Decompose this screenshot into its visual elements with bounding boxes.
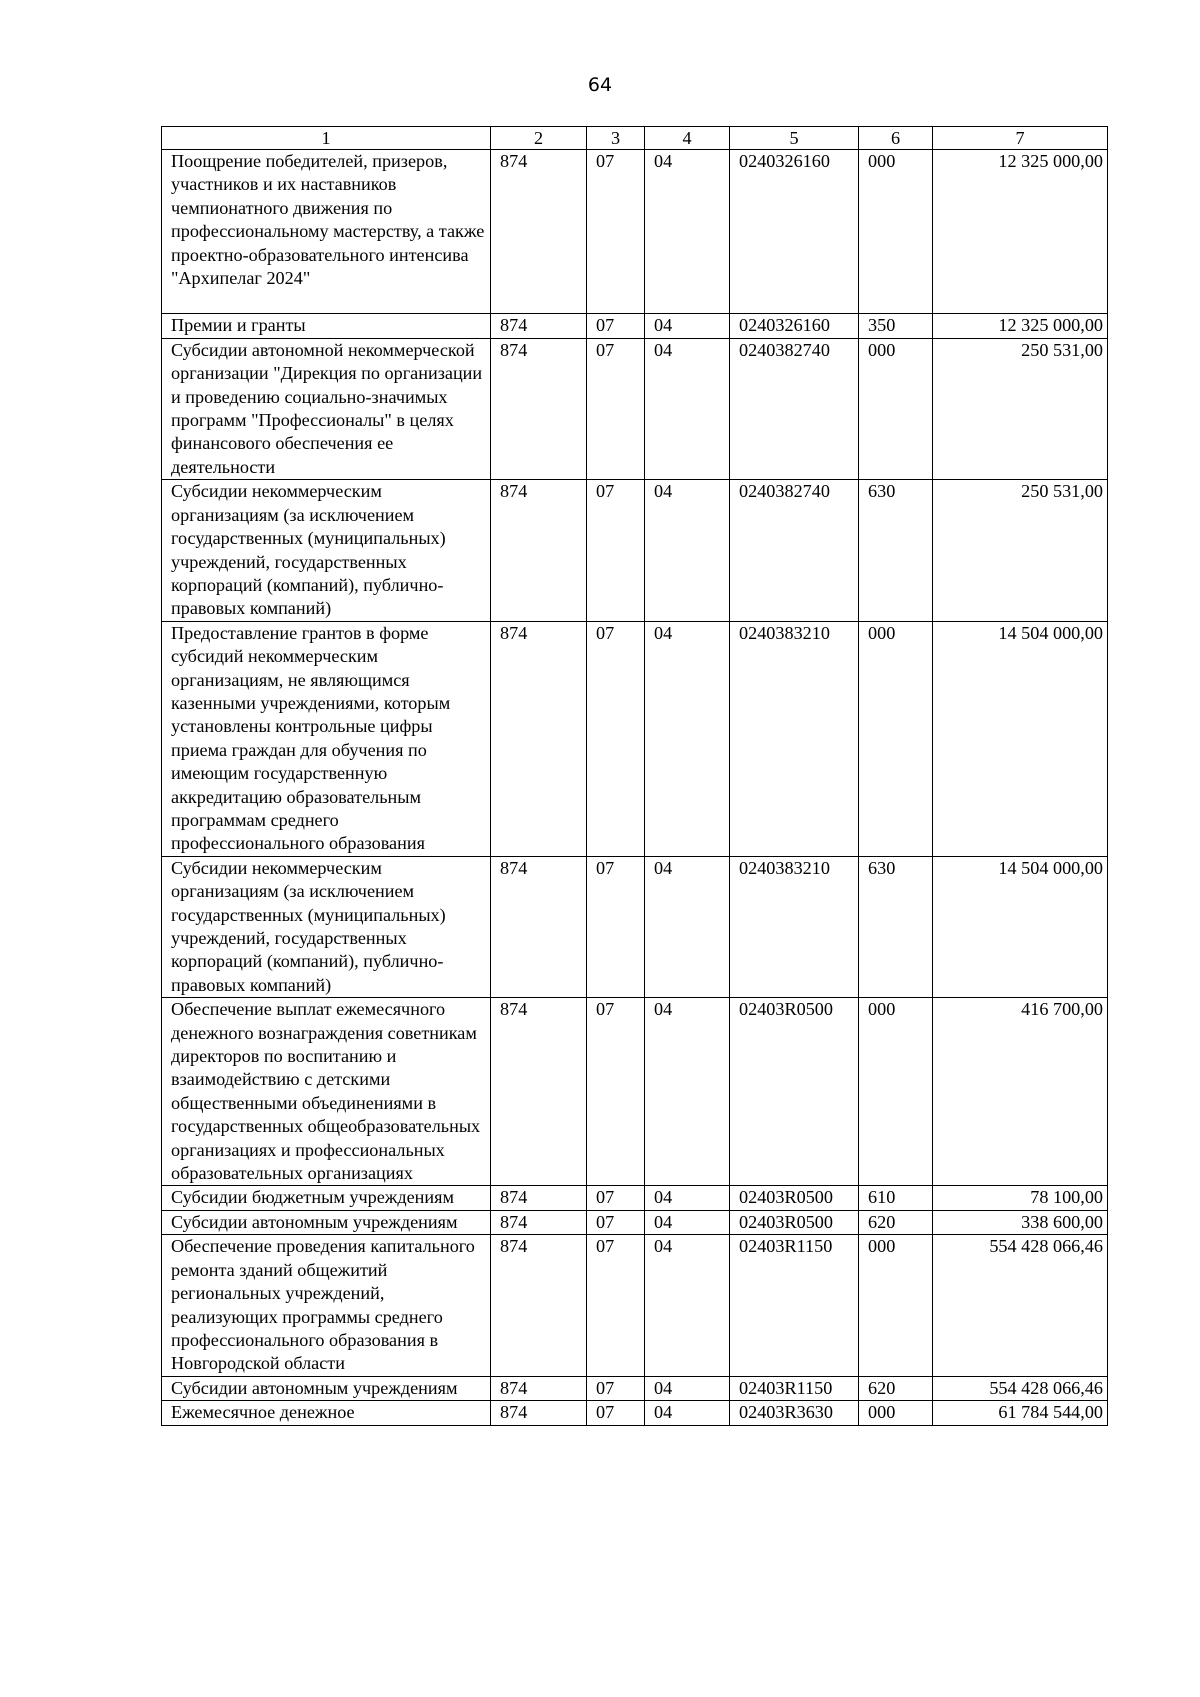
cell-section: [587, 338, 645, 479]
cell-amount: [933, 1210, 1108, 1234]
table-row: [162, 998, 1108, 1186]
cell-expense-type-text: 620: [868, 1377, 896, 1398]
cell-ministry: [491, 1186, 587, 1210]
cell-amount: [933, 480, 1108, 621]
cell-amount: [933, 1401, 1108, 1425]
cell-ministry-text: 874: [500, 315, 528, 336]
cell-expense-type-text: 000: [868, 151, 896, 171]
cell-section-text: 07: [596, 1402, 615, 1423]
cell-amount-text: 250 531,00: [1021, 339, 1103, 360]
cell-subsection: [645, 1235, 730, 1376]
cell-section-text: 07: [596, 151, 615, 171]
cell-section-text: 07: [596, 1236, 615, 1257]
cell-name-text: Субсидии некоммерческим организациям (за исключением государственных (муниципальных) учреждений, государственных корпораций (компаний), публично-правовых компаний): [171, 857, 446, 995]
cell-ministry-text: 874: [500, 151, 528, 171]
cell-ministry: [491, 338, 587, 479]
cell-section: [587, 856, 645, 997]
cell-subsection: [645, 1401, 730, 1425]
cell-target-code-text: 0240326160: [739, 315, 830, 336]
cell-amount: [933, 314, 1108, 338]
cell-ministry: [491, 856, 587, 997]
cell-amount: [933, 856, 1108, 997]
cell-expense-type-text: 000: [868, 999, 896, 1020]
cell-ministry: [491, 621, 587, 856]
cell-name-text: Обеспечение выплат ежемесячного денежного вознаграждения советникам директоров по воспитанию и взаимодействию с детскими общественными объединениями в государственных общеобразовательных организациях и профессиональных образовательных организациях: [171, 999, 481, 1184]
cell-section: [587, 1401, 645, 1425]
table-row: [162, 338, 1108, 479]
cell-amount: [933, 1376, 1108, 1400]
cell-name-text: Предоставление грантов в форме субсидий некоммерческим организациям, не являющимся казенными учреждениями, которым установлены контрольные цифры приема граждан для обучения по имеющим государственную аккредитацию образовательным программам среднего профессионального образования: [171, 622, 451, 854]
cell-subsection-text: 04: [654, 857, 673, 878]
cell-target-code: [730, 621, 859, 856]
cell-target-code-text: 0240383210: [739, 857, 830, 878]
cell-amount-text: 338 600,00: [1021, 1211, 1103, 1232]
cell-ministry: [491, 480, 587, 621]
cell-name: [162, 150, 491, 314]
cell-amount: [933, 998, 1108, 1186]
cell-subsection: [645, 338, 730, 479]
cell-ministry-text: 874: [500, 339, 528, 360]
cell-ministry: [491, 1210, 587, 1234]
cell-name: [162, 314, 491, 338]
cell-amount: [933, 1186, 1108, 1210]
cell-name-text: Премии и гранты: [171, 315, 306, 336]
table-row: [162, 1210, 1108, 1234]
cell-subsection: [645, 1210, 730, 1234]
cell-subsection-text: 04: [654, 1236, 673, 1257]
cell-expense-type-text: 630: [868, 857, 896, 878]
cell-amount-text: 554 428 066,46: [989, 1236, 1103, 1257]
cell-expense-type: [859, 314, 933, 338]
cell-target-code: [730, 338, 859, 479]
cell-amount-text: 12 325 000,00: [998, 151, 1103, 171]
table-row: [162, 1235, 1108, 1376]
cell-name: [162, 856, 491, 997]
cell-expense-type-text: 630: [868, 481, 896, 502]
column-header: 7: [933, 127, 1108, 150]
cell-target-code-text: 02403R0500: [739, 999, 833, 1020]
cell-section: [587, 1210, 645, 1234]
cell-expense-type: [859, 1186, 933, 1210]
cell-section-text: 07: [596, 999, 615, 1020]
cell-name: [162, 480, 491, 621]
cell-target-code: [730, 1186, 859, 1210]
column-header: 2: [491, 127, 587, 150]
cell-amount-text: 14 504 000,00: [998, 622, 1103, 643]
cell-target-code-text: 02403R1150: [739, 1377, 833, 1398]
cell-target-code-text: 02403R0500: [739, 1187, 833, 1208]
budget-table: [161, 126, 1108, 1426]
cell-name-text: Обеспечение проведения капитального ремонта зданий общежитий региональных учреждений, реализующих программы среднего профессионального образования в Новгородской области: [171, 1236, 475, 1374]
cell-ministry: [491, 1401, 587, 1425]
cell-expense-type: [859, 1235, 933, 1376]
cell-expense-type-text: 620: [868, 1211, 896, 1232]
cell-target-code: [730, 480, 859, 621]
cell-subsection: [645, 480, 730, 621]
cell-subsection: [645, 1376, 730, 1400]
cell-name-text: Поощрение победителей, призеров, участников и их наставников чемпионатного движения по профессиональному мастерству, а также проектно-образовательного интенсива "Архипелаг 2024": [171, 151, 485, 289]
cell-amount-text: 78 100,00: [1030, 1187, 1103, 1208]
cell-section: [587, 1376, 645, 1400]
cell-ministry-text: 874: [500, 999, 528, 1020]
table-row: [162, 150, 1108, 314]
cell-subsection-text: 04: [654, 151, 673, 171]
table-row: [162, 621, 1108, 856]
cell-target-code-text: 02403R1150: [739, 1236, 833, 1257]
cell-ministry: [491, 1235, 587, 1376]
cell-target-code-text: 02403R3630: [739, 1402, 833, 1423]
cell-expense-type: [859, 1376, 933, 1400]
cell-name: [162, 1235, 491, 1376]
page-number: 64: [587, 74, 613, 96]
cell-subsection-text: 04: [654, 999, 673, 1020]
cell-expense-type: [859, 150, 933, 314]
cell-name: [162, 1376, 491, 1400]
cell-section: [587, 1235, 645, 1376]
cell-amount: [933, 338, 1108, 479]
column-header: 5: [730, 127, 859, 150]
cell-ministry: [491, 314, 587, 338]
cell-section: [587, 998, 645, 1186]
column-header: 4: [645, 127, 730, 150]
cell-subsection: [645, 314, 730, 338]
table-row: [162, 856, 1108, 997]
spacer: [171, 290, 486, 313]
cell-name-text: Ежемесячное денежное: [171, 1402, 355, 1423]
cell-name-text: Субсидии некоммерческим организациям (за исключением государственных (муниципальных) учреждений, государственных корпораций (компаний), публично-правовых компаний): [171, 481, 446, 619]
table-row: [162, 480, 1108, 621]
cell-subsection: [645, 1186, 730, 1210]
cell-ministry-text: 874: [500, 481, 528, 502]
cell-section: [587, 621, 645, 856]
cell-expense-type: [859, 338, 933, 479]
cell-subsection: [645, 856, 730, 997]
cell-section-text: 07: [596, 1377, 615, 1398]
column-header: 6: [859, 127, 933, 150]
cell-subsection-text: 04: [654, 339, 673, 360]
cell-amount-text: 61 784 544,00: [998, 1402, 1103, 1423]
cell-expense-type-text: 000: [868, 622, 896, 643]
table-row: [162, 314, 1108, 338]
cell-expense-type-text: 350: [868, 315, 896, 336]
cell-ministry-text: 874: [500, 1236, 528, 1257]
cell-name-text: Субсидии автономным учреждениям: [171, 1211, 458, 1232]
cell-name: [162, 998, 491, 1186]
cell-amount: [933, 621, 1108, 856]
cell-target-code-text: 0240383210: [739, 622, 830, 643]
column-header: 3: [587, 127, 645, 150]
cell-amount-text: 250 531,00: [1021, 481, 1103, 502]
column-header: 1: [162, 127, 491, 150]
cell-ministry-text: 874: [500, 857, 528, 878]
cell-target-code-text: 0240382740: [739, 339, 830, 360]
table-row: [162, 1401, 1108, 1425]
cell-expense-type-text: 610: [868, 1187, 896, 1208]
table-row: [162, 1186, 1108, 1210]
cell-section-text: 07: [596, 315, 615, 336]
cell-name-text: Субсидии бюджетным учреждениям: [171, 1187, 455, 1208]
cell-ministry: [491, 1376, 587, 1400]
cell-target-code-text: 02403R0500: [739, 1211, 833, 1232]
cell-target-code: [730, 998, 859, 1186]
cell-ministry-text: 874: [500, 1211, 528, 1232]
cell-ministry-text: 874: [500, 1377, 528, 1398]
cell-subsection: [645, 621, 730, 856]
cell-section: [587, 480, 645, 621]
table-header-row: [162, 127, 1108, 150]
cell-subsection-text: 04: [654, 1377, 673, 1398]
cell-subsection-text: 04: [654, 1211, 673, 1232]
cell-name: [162, 1186, 491, 1210]
cell-amount-text: 12 325 000,00: [998, 315, 1103, 336]
cell-section-text: 07: [596, 1187, 615, 1208]
cell-section-text: 07: [596, 622, 615, 643]
cell-subsection-text: 04: [654, 481, 673, 502]
cell-amount: [933, 1235, 1108, 1376]
cell-name-text: Субсидии автономной некоммерческой организации "Дирекция по организации и проведению социально-значимых программ "Профессионалы" в целях финансового обеспечения ее деятельности: [171, 339, 483, 477]
cell-target-code: [730, 1235, 859, 1376]
cell-section-text: 07: [596, 481, 615, 502]
cell-expense-type: [859, 998, 933, 1186]
cell-name: [162, 1210, 491, 1234]
cell-subsection: [645, 150, 730, 314]
cell-subsection-text: 04: [654, 1187, 673, 1208]
cell-section-text: 07: [596, 1211, 615, 1232]
cell-subsection-text: 04: [654, 1402, 673, 1423]
cell-subsection: [645, 998, 730, 1186]
cell-section-text: 07: [596, 857, 615, 878]
cell-subsection-text: 04: [654, 315, 673, 336]
cell-name: [162, 621, 491, 856]
cell-expense-type-text: 000: [868, 339, 896, 360]
cell-target-code: [730, 856, 859, 997]
cell-expense-type: [859, 856, 933, 997]
cell-ministry: [491, 150, 587, 314]
cell-section: [587, 314, 645, 338]
cell-expense-type-text: 000: [868, 1402, 896, 1423]
cell-expense-type: [859, 1401, 933, 1425]
cell-amount-text: 554 428 066,46: [989, 1377, 1103, 1398]
cell-target-code: [730, 150, 859, 314]
cell-name: [162, 1401, 491, 1425]
cell-section-text: 07: [596, 339, 615, 360]
table-body: [162, 150, 1108, 1426]
cell-ministry-text: 874: [500, 1402, 528, 1423]
cell-amount: [933, 150, 1108, 314]
cell-target-code-text: 0240382740: [739, 481, 830, 502]
cell-ministry-text: 874: [500, 622, 528, 643]
cell-expense-type: [859, 621, 933, 856]
cell-name: [162, 338, 491, 479]
cell-target-code: [730, 314, 859, 338]
cell-ministry-text: 874: [500, 1187, 528, 1208]
cell-section: [587, 1186, 645, 1210]
cell-target-code: [730, 1376, 859, 1400]
cell-amount-text: 416 700,00: [1021, 999, 1103, 1020]
cell-subsection-text: 04: [654, 622, 673, 643]
cell-target-code-text: 0240326160: [739, 151, 830, 171]
cell-target-code: [730, 1401, 859, 1425]
cell-target-code: [730, 1210, 859, 1234]
cell-ministry: [491, 998, 587, 1186]
cell-name-text: Субсидии автономным учреждениям: [171, 1377, 458, 1398]
table-row: [162, 1376, 1108, 1400]
cell-expense-type-text: 000: [868, 1236, 896, 1257]
cell-expense-type: [859, 1210, 933, 1234]
cell-section: [587, 150, 645, 314]
cell-amount-text: 14 504 000,00: [998, 857, 1103, 878]
cell-expense-type: [859, 480, 933, 621]
